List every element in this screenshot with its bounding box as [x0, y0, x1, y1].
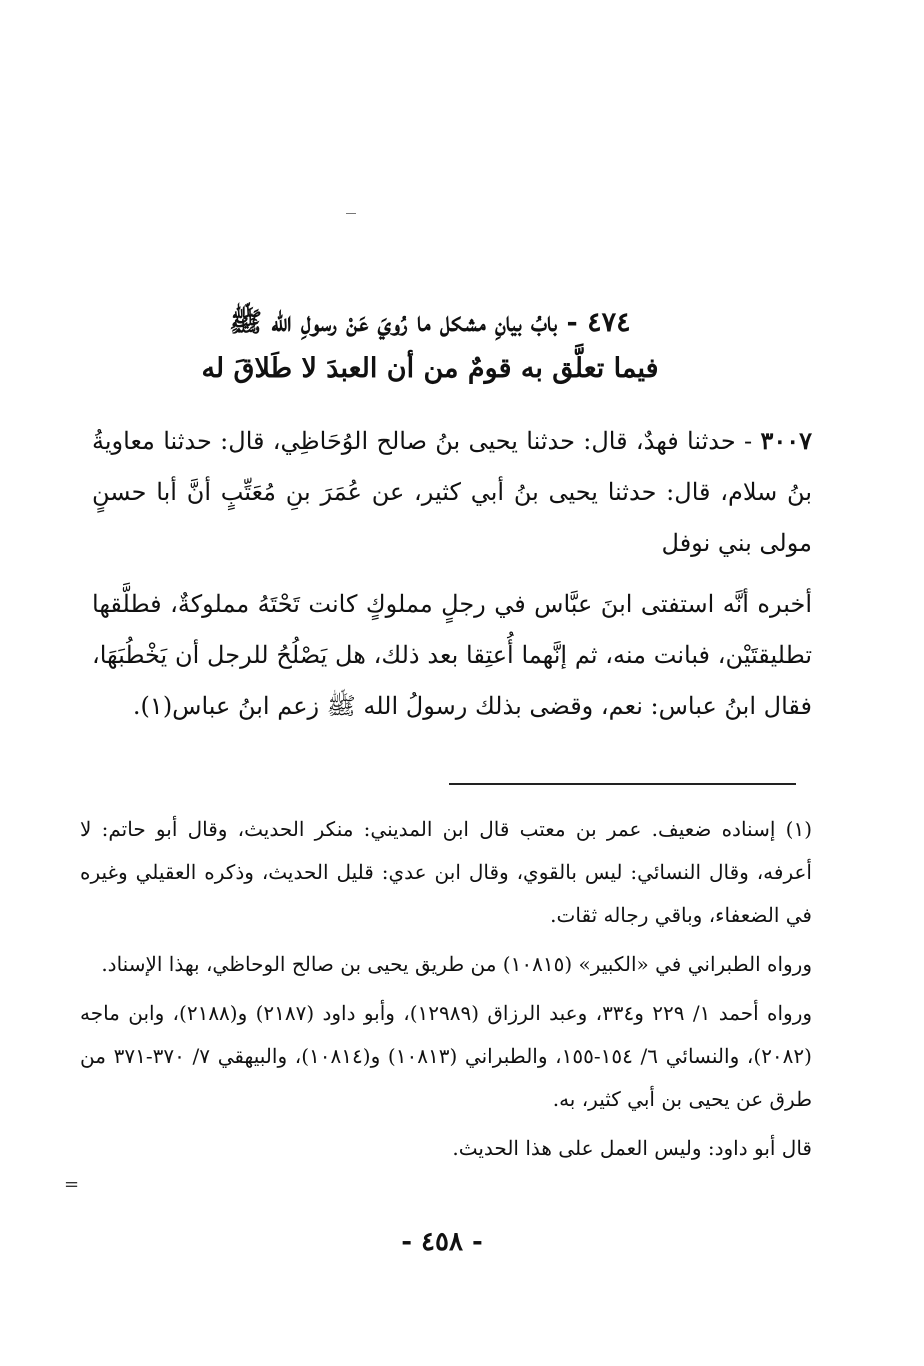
chapter-heading [120, 300, 740, 392]
chapter-title-line-1: ٤٧٤ - بابُ بيانِ مشكل ما رُويَ عَنْ رسولِ الله ﷺ [229, 307, 631, 338]
hadith-chain: - حدثنا فهدٌ، قال: حدثنا يحيى بنُ صالح الوُحَاظِي، قال: حدثنا معاويةُ بنُ سلام، قال: حدثنا يحيى بنُ أبي كثير، عن عُمَرَ بنِ مُعَتِّبٍ أنَّ أبا حسنٍ مولى بني نوفل [92, 427, 812, 557]
hadith-isnad [92, 415, 812, 569]
footnote-1: (١) إسناده ضعيف. عمر بن معتب قال ابن المديني: منكر الحديث، وقال أبو حاتم: لا أعرفه، وقال النسائي: ليس بالقوي، وقال ابن عدي: قليل الحديث، وذكره العقيلي وغيره في الضعفاء، وباقي رجاله ثقات. [80, 817, 812, 927]
hadith-number: ٣٠٠٧ [760, 426, 812, 455]
top-mark [346, 213, 356, 214]
footnote-sources: ورواه أحمد ١/ ٢٢٩ و٣٣٤، وعبد الرزاق (١٢٩٨٩)، وأبو داود (٢١٨٧) و(٢١٨٨)، وابن ماجه (٢٠٨٢)، والنسائي ٦/ ١٥٤-١٥٥، والطبراني (١٠٨١٣) و(١٠٨١٤)، والبيهقي ٧/ ٣٧٠-٣٧١ من طرق عن يحيى بن أبي كثير، به. [80, 1001, 813, 1111]
hadith-text [92, 415, 812, 732]
footnotes [80, 808, 812, 1176]
footnote-divider [449, 783, 796, 785]
hadith-matn: أخبره أنَّه استفتى ابنَ عبَّاس في رجلٍ مملوكٍ كانت تَحْتَهُ مملوكةٌ، فطلَّقها تطليقتَيْن، فبانت منه، ثم إنَّهما أُعتِقا بعد ذلك، هل يَصْلُحُ للرجل أن يَخْطُبَهَا، فقال ابنُ عباس: نعم، وقضى بذلك رسولُ الله ﷺ زعم ابنُ عباس(١). [92, 590, 812, 720]
footnote-tabarani: ورواه الطبراني في «الكبير» (١٠٨١٥) من طريق يحيى بن صالح الوحاظي، بهذا الإسناد. [101, 952, 812, 976]
footnote-abu-dawud: قال أبو داود: وليس العمل على هذا الحديث. [452, 1136, 812, 1160]
margin-mark: = [64, 1174, 80, 1195]
page-number: - ٤٥٨ - [401, 1227, 483, 1257]
chapter-title-line-2: فيما تعلَّق به قومٌ من أن العبدَ لا طَلاقَ له [201, 353, 659, 384]
